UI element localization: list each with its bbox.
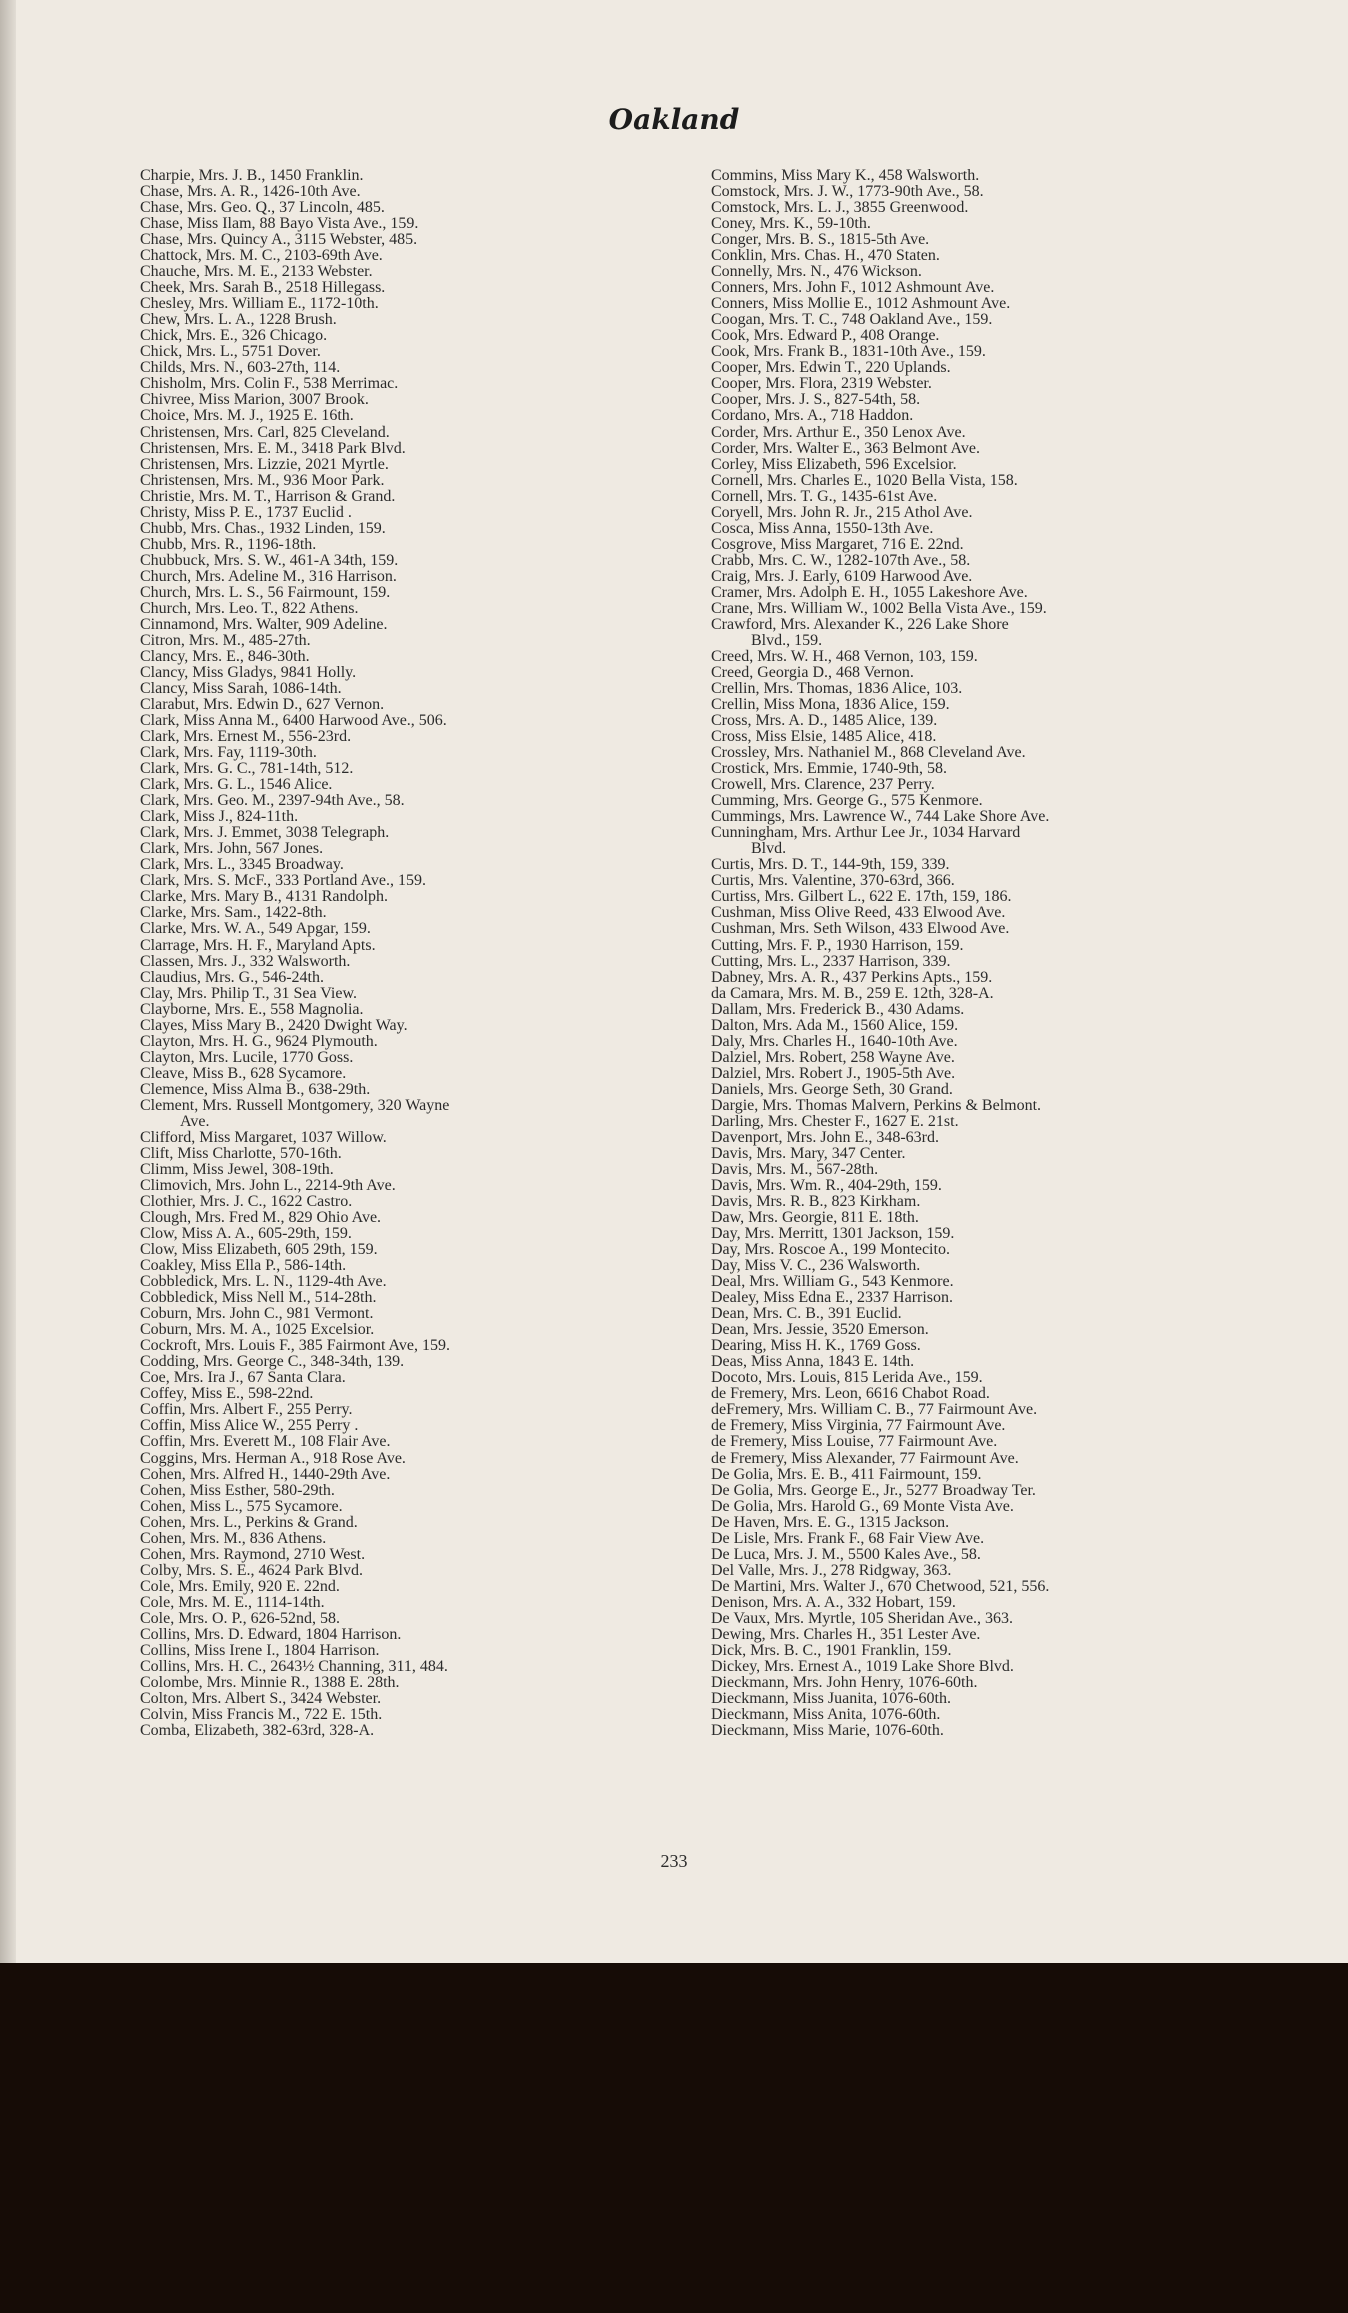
- directory-entry: Clark, Mrs. G. C., 781-14th, 512.: [140, 760, 354, 778]
- directory-entry: Cross, Miss Elsie, 1485 Alice, 418.: [711, 728, 937, 746]
- directory-entry: Codding, Mrs. George C., 348-34th, 139.: [140, 1353, 405, 1371]
- directory-entry: Crossley, Mrs. Nathaniel M., 868 Cleveland Ave.: [711, 744, 1026, 762]
- directory-entry: deFremery, Mrs. William C. B., 77 Fairmount Ave.: [711, 1401, 1038, 1419]
- directory-entry: Clement, Mrs. Russell Montgomery, 320 Wayne: [140, 1096, 450, 1114]
- directory-entry: Cohen, Mrs. L., Perkins & Grand.: [140, 1513, 358, 1531]
- directory-entry: Cohen, Mrs. Alfred H., 1440-29th Ave.: [140, 1465, 391, 1483]
- directory-entry: Collins, Mrs. H. C., 2643½ Channing, 311, 484.: [140, 1657, 448, 1675]
- directory-entry: Crowell, Mrs. Clarence, 237 Perry.: [711, 776, 935, 794]
- directory-entry: De Martini, Mrs. Walter J., 670 Chetwood, 521, 556.: [711, 1577, 1050, 1595]
- directory-entry: Clark, Mrs. L., 3345 Broadway.: [140, 856, 344, 874]
- directory-entry: Dalziel, Mrs. Robert, 258 Wayne Ave.: [711, 1048, 955, 1066]
- directory-entry: Christy, Miss P. E., 1737 Euclid .: [140, 503, 352, 521]
- directory-entry: Clancy, Miss Sarah, 1086-14th.: [140, 680, 342, 697]
- directory-entry: Dean, Mrs. Jessie, 3520 Emerson.: [711, 1321, 929, 1339]
- directory-entry: Day, Miss V. C., 236 Walsworth.: [711, 1257, 921, 1275]
- directory-entry: Docoto, Mrs. Louis, 815 Lerida Ave., 159.: [711, 1369, 983, 1387]
- directory-entry: Dewing, Mrs. Charles H., 351 Lester Ave.: [711, 1625, 981, 1643]
- right-column: [711, 168, 1348, 1739]
- directory-entry: Cordano, Mrs. A., 718 Haddon.: [711, 407, 914, 425]
- directory-entry: Coggins, Mrs. Herman A., 918 Rose Ave.: [140, 1449, 406, 1467]
- directory-entry: Cohen, Mrs. Raymond, 2710 West.: [140, 1545, 366, 1563]
- page-number: 233: [660, 1851, 688, 1871]
- directory-entry: Chase, Mrs. Quincy A., 3115 Webster, 485.: [140, 231, 418, 249]
- directory-entry: Cummings, Mrs. Lawrence W., 744 Lake Shore Ave.: [711, 808, 1050, 826]
- directory-entry: Chase, Mrs. Geo. Q., 37 Lincoln, 485.: [140, 199, 385, 217]
- directory-entry: Cutting, Mrs. L., 2337 Harrison, 339.: [711, 952, 951, 970]
- directory-entry: Corder, Mrs. Arthur E., 350 Lenox Ave.: [711, 423, 966, 441]
- directory-entry: De Golia, Mrs. E. B., 411 Fairmount, 159.: [711, 1465, 982, 1483]
- directory-entry: Christensen, Mrs. M., 936 Moor Park.: [140, 471, 385, 489]
- directory-entry: Christie, Mrs. M. T., Harrison & Grand.: [140, 487, 396, 505]
- directory-entry: Church, Mrs. Leo. T., 822 Athens.: [140, 599, 359, 617]
- directory-entry: de Fremery, Mrs. Leon, 6616 Chabot Road.: [711, 1385, 990, 1403]
- directory-entry: Chick, Mrs. E., 326 Chicago.: [140, 327, 328, 345]
- directory-entry: Creed, Georgia D., 468 Vernon.: [711, 663, 914, 681]
- directory-entry: Clow, Miss Elizabeth, 605 29th, 159.: [140, 1241, 378, 1259]
- directory-entry: Dean, Mrs. C. B., 391 Euclid.: [711, 1305, 902, 1323]
- directory-entry: De Luca, Mrs. J. M., 5500 Kales Ave., 58.: [711, 1545, 981, 1563]
- directory-entry: Coburn, Mrs. M. A., 1025 Excelsior.: [140, 1321, 375, 1339]
- directory-entry: Dalziel, Mrs. Robert J., 1905-5th Ave.: [711, 1064, 956, 1082]
- directory-entry: Clark, Mrs. Geo. M., 2397-94th Ave., 58.: [140, 792, 405, 810]
- directory-entry: Cinnamond, Mrs. Walter, 909 Adeline.: [140, 615, 388, 633]
- directory-entry: Clayes, Miss Mary B., 2420 Dwight Way.: [140, 1016, 408, 1034]
- directory-entry: Charpie, Mrs. J. B., 1450 Franklin.: [140, 167, 364, 184]
- directory-entry: Del Valle, Mrs. J., 278 Ridgway, 363.: [711, 1561, 952, 1579]
- directory-entry: Dalton, Mrs. Ada M., 1560 Alice, 159.: [711, 1016, 959, 1034]
- directory-entry: Chase, Miss Ilam, 88 Bayo Vista Ave., 159.: [140, 215, 419, 233]
- directory-entry: Coe, Mrs. Ira J., 67 Santa Clara.: [140, 1369, 346, 1387]
- directory-entry: Curtis, Mrs. Valentine, 370-63rd, 366.: [711, 872, 955, 890]
- directory-entry: Cornell, Mrs. T. G., 1435-61st Ave.: [711, 487, 938, 505]
- directory-entry: Coburn, Mrs. John C., 981 Vermont.: [140, 1305, 374, 1323]
- directory-entry: Clarke, Mrs. Mary B., 4131 Randolph.: [140, 888, 388, 906]
- directory-entry: Day, Mrs. Merritt, 1301 Jackson, 159.: [711, 1225, 955, 1243]
- directory-entry: De Lisle, Mrs. Frank F., 68 Fair View Ave.: [711, 1529, 985, 1547]
- directory-entry: Colvin, Miss Francis M., 722 E. 15th.: [140, 1706, 383, 1723]
- directory-entry: Dieckmann, Miss Marie, 1076-60th.: [711, 1722, 944, 1740]
- directory-entry: De Golia, Mrs. Harold G., 69 Monte Vista Ave.: [711, 1497, 1014, 1515]
- directory-entry: Cooper, Mrs. Edwin T., 220 Uplands.: [711, 359, 951, 377]
- directory-entry: Dallam, Mrs. Frederick B., 430 Adams.: [711, 1000, 965, 1018]
- directory-entry: Coogan, Mrs. T. C., 748 Oakland Ave., 159.: [711, 311, 993, 329]
- directory-entry: Chubbuck, Mrs. S. W., 461-A 34th, 159.: [140, 551, 399, 569]
- directory-entry: Cole, Mrs. M. E., 1114-14th.: [140, 1593, 325, 1611]
- directory-entry: Daw, Mrs. Georgie, 811 E. 18th.: [711, 1209, 919, 1227]
- directory-entry: Chauche, Mrs. M. E., 2133 Webster.: [140, 263, 373, 281]
- directory-entry: Davis, Mrs. Mary, 347 Center.: [711, 1144, 906, 1162]
- directory-entry: Curtis, Mrs. D. T., 144-9th, 159, 339.: [711, 856, 950, 874]
- directory-entry: Cohen, Mrs. M., 836 Athens.: [140, 1529, 327, 1547]
- directory-entry: Crostick, Mrs. Emmie, 1740-9th, 58.: [711, 760, 947, 778]
- directory-entry: Comba, Elizabeth, 382-63rd, 328-A.: [140, 1722, 375, 1740]
- directory-entry: Davis, Mrs. M., 567-28th.: [711, 1160, 879, 1178]
- directory-entry: Coryell, Mrs. John R. Jr., 215 Athol Ave.: [711, 503, 973, 521]
- directory-entry: Cosgrove, Miss Margaret, 716 E. 22nd.: [711, 535, 964, 553]
- directory-entry: Coakley, Miss Ella P., 586-14th.: [140, 1257, 347, 1275]
- directory-entry: Clark, Mrs. S. McF., 333 Portland Ave., 159.: [140, 872, 426, 890]
- directory-entry: Connelly, Mrs. N., 476 Wickson.: [711, 263, 922, 281]
- directory-entry: Clark, Mrs. J. Emmet, 3038 Telegraph.: [140, 824, 390, 842]
- directory-entry: Dieckmann, Miss Anita, 1076-60th.: [711, 1706, 941, 1723]
- directory-entry: Coney, Mrs. K., 59-10th.: [711, 215, 871, 233]
- directory-entry: Coffin, Mrs. Everett M., 108 Flair Ave.: [140, 1433, 391, 1451]
- directory-entry: Clark, Mrs. Fay, 1119-30th.: [140, 744, 317, 762]
- directory-entry: Cunningham, Mrs. Arthur Lee Jr., 1034 Harvard: [711, 824, 1021, 842]
- directory-entry: Cross, Mrs. A. D., 1485 Alice, 139.: [711, 712, 938, 730]
- directory-entry: Crabb, Mrs. C. W., 1282-107th Ave., 58.: [711, 551, 971, 569]
- directory-entry: Cole, Mrs. Emily, 920 E. 22nd.: [140, 1577, 340, 1595]
- directory-entry: Chubb, Mrs. Chas., 1932 Linden, 159.: [140, 519, 386, 537]
- page-title: Oakland: [608, 103, 740, 136]
- directory-entry: Deas, Miss Anna, 1843 E. 14th.: [711, 1353, 915, 1371]
- directory-entry: Cushman, Mrs. Seth Wilson, 433 Elwood Ave.: [711, 920, 1010, 938]
- directory-entry: Corder, Mrs. Walter E., 363 Belmont Ave.: [711, 439, 980, 457]
- directory-entry: Coffin, Miss Alice W., 255 Perry .: [140, 1417, 359, 1435]
- directory-entry: Cockroft, Mrs. Louis F., 385 Fairmont Ave, 159.: [140, 1337, 450, 1355]
- directory-entry: Clark, Miss J., 824-11th.: [140, 808, 299, 826]
- directory-entry: De Golia, Mrs. George E., Jr., 5277 Broadway Ter.: [711, 1481, 1036, 1499]
- directory-entry: de Fremery, Miss Virginia, 77 Fairmount Ave.: [711, 1417, 1006, 1435]
- directory-entry: Dieckmann, Mrs. John Henry, 1076-60th.: [711, 1673, 978, 1691]
- directory-entry: Clifford, Miss Margaret, 1037 Willow.: [140, 1128, 387, 1146]
- directory-entry: Colton, Mrs. Albert S., 3424 Webster.: [140, 1689, 382, 1707]
- directory-entry: Chick, Mrs. L., 5751 Dover.: [140, 343, 321, 361]
- directory-entry: Crane, Mrs. William W., 1002 Bella Vista Ave., 159.: [711, 599, 1047, 617]
- directory-entry: Cook, Mrs. Frank B., 1831-10th Ave., 159.: [711, 343, 986, 361]
- directory-entry: Crellin, Mrs. Thomas, 1836 Alice, 103.: [711, 680, 963, 697]
- directory-entry: Childs, Mrs. N., 603-27th, 114.: [140, 359, 341, 377]
- directory-entry: Clow, Miss A. A., 605-29th, 159.: [140, 1225, 352, 1243]
- directory-entry: Commins, Miss Mary K., 458 Walsworth.: [711, 167, 980, 184]
- binding-gutter: [0, 0, 16, 1963]
- directory-entry: Dearing, Miss H. K., 1769 Goss.: [711, 1337, 921, 1355]
- directory-entry: Chase, Mrs. A. R., 1426-10th Ave.: [140, 183, 361, 201]
- directory-entry: Darling, Mrs. Chester F., 1627 E. 21st.: [711, 1112, 959, 1130]
- directory-entry: Davenport, Mrs. John E., 348-63rd.: [711, 1128, 939, 1146]
- directory-entry: Cramer, Mrs. Adolph E. H., 1055 Lakeshore Ave.: [711, 583, 1028, 601]
- directory-entry: Crellin, Miss Mona, 1836 Alice, 159.: [711, 696, 950, 714]
- directory-entry: Cleave, Miss B., 628 Sycamore.: [140, 1064, 347, 1082]
- directory-entry: Davis, Mrs. R. B., 823 Kirkham.: [711, 1193, 921, 1210]
- directory-entry: Christensen, Mrs. Carl, 825 Cleveland.: [140, 423, 390, 441]
- directory-entry: Clark, Mrs. John, 567 Jones.: [140, 840, 324, 858]
- directory-entry: Comstock, Mrs. L. J., 3855 Greenwood.: [711, 199, 969, 217]
- directory-entry: Cumming, Mrs. George G., 575 Kenmore.: [711, 792, 983, 810]
- directory-entry: Conger, Mrs. B. S., 1815-5th Ave.: [711, 231, 930, 249]
- directory-entry: Dabney, Mrs. A. R., 437 Perkins Apts., 159.: [711, 968, 993, 986]
- directory-entry: Corley, Miss Elizabeth, 596 Excelsior.: [711, 455, 957, 473]
- directory-entry: Climovich, Mrs. John L., 2214-9th Ave.: [140, 1176, 396, 1194]
- directory-entry: Curtiss, Mrs. Gilbert L., 622 E. 17th, 159, 186.: [711, 888, 1012, 906]
- directory-entry: Davis, Mrs. Wm. R., 404-29th, 159.: [711, 1176, 942, 1194]
- directory-entry: Christensen, Mrs. Lizzie, 2021 Myrtle.: [140, 455, 389, 473]
- directory-entry: Chesley, Mrs. William E., 1172-10th.: [140, 295, 379, 313]
- directory-entry: Conners, Miss Mollie E., 1012 Ashmount Ave.: [711, 295, 1011, 313]
- directory-entry: Dickey, Mrs. Ernest A., 1019 Lake Shore Blvd.: [711, 1657, 1014, 1675]
- directory-entry: Cutting, Mrs. F. P., 1930 Harrison, 159.: [711, 936, 964, 954]
- directory-entry: Daly, Mrs. Charles H., 1640-10th Ave.: [711, 1032, 958, 1050]
- directory-entry: Chisholm, Mrs. Colin F., 538 Merrimac.: [140, 375, 399, 393]
- directory-entry: Clarke, Mrs. Sam., 1422-8th.: [140, 904, 327, 922]
- directory-entry: Dieckmann, Miss Juanita, 1076-60th.: [711, 1689, 951, 1707]
- directory-entry: Clothier, Mrs. J. C., 1622 Castro.: [140, 1193, 353, 1210]
- directory-entry: de Fremery, Miss Louise, 77 Fairmount Ave.: [711, 1433, 998, 1451]
- directory-entry: Denison, Mrs. A. A., 332 Hobart, 159.: [711, 1593, 956, 1611]
- directory-entry: Colby, Mrs. S. E., 4624 Park Blvd.: [140, 1561, 363, 1579]
- directory-entry: Chubb, Mrs. R., 1196-18th.: [140, 535, 317, 553]
- directory-entry: Cooper, Mrs. J. S., 827-54th, 58.: [711, 391, 921, 409]
- directory-entry: Coffey, Miss E., 598-22nd.: [140, 1385, 314, 1403]
- directory-entry: Deal, Mrs. William G., 543 Kenmore.: [711, 1273, 954, 1291]
- directory-entry: Cushman, Miss Olive Reed, 433 Elwood Ave.: [711, 904, 1006, 922]
- directory-entry: Day, Mrs. Roscoe A., 199 Montecito.: [711, 1241, 950, 1259]
- directory-entry: Clift, Miss Charlotte, 570-16th.: [140, 1144, 342, 1162]
- directory-entry: Conklin, Mrs. Chas. H., 470 Staten.: [711, 247, 940, 265]
- directory-entry: Classen, Mrs. J., 332 Walsworth.: [140, 952, 351, 970]
- directory-entry: Citron, Mrs. M., 485-27th.: [140, 631, 311, 649]
- directory-entry: da Camara, Mrs. M. B., 259 E. 12th, 328-A.: [711, 984, 994, 1002]
- directory-entry: Clark, Miss Anna M., 6400 Harwood Ave., 506.: [140, 712, 447, 730]
- directory-entry: Clark, Mrs. G. L., 1546 Alice.: [140, 776, 333, 794]
- directory-entry: Clayborne, Mrs. E., 558 Magnolia.: [140, 1000, 364, 1018]
- directory-entry: De Haven, Mrs. E. G., 1315 Jackson.: [711, 1513, 950, 1531]
- directory-entry: Crawford, Mrs. Alexander K., 226 Lake Shore: [711, 615, 1009, 633]
- directory-entry: Claudius, Mrs. G., 546-24th.: [140, 968, 324, 986]
- directory-entry: Clarabut, Mrs. Edwin D., 627 Vernon.: [140, 696, 385, 714]
- directory-entry: Clark, Mrs. Ernest M., 556-23rd.: [140, 728, 352, 746]
- directory-entry: de Fremery, Miss Alexander, 77 Fairmount Ave.: [711, 1449, 1019, 1467]
- directory-entry: Creed, Mrs. W. H., 468 Vernon, 103, 159.: [711, 647, 978, 665]
- directory-entry: Chew, Mrs. L. A., 1228 Brush.: [140, 311, 337, 329]
- directory-entry: Clayton, Mrs. H. G., 9624 Plymouth.: [140, 1032, 378, 1050]
- directory-entry: Chivree, Miss Marion, 3007 Brook.: [140, 391, 369, 409]
- directory-entry: Clarke, Mrs. W. A., 549 Apgar, 159.: [140, 920, 371, 938]
- directory-entry: Cohen, Miss L., 575 Sycamore.: [140, 1497, 343, 1515]
- scan-background: [0, 1963, 1348, 2313]
- directory-entry: Cole, Mrs. O. P., 626-52nd, 58.: [140, 1609, 341, 1627]
- directory-entry: Cook, Mrs. Edward P., 408 Orange.: [711, 327, 940, 345]
- directory-entry: Clough, Mrs. Fred M., 829 Ohio Ave.: [140, 1209, 382, 1227]
- directory-entry: Cobbledick, Miss Nell M., 514-28th.: [140, 1289, 377, 1307]
- directory-entry: Conners, Mrs. John F., 1012 Ashmount Ave.: [711, 279, 995, 297]
- directory-entry: Cornell, Mrs. Charles E., 1020 Bella Vista, 158.: [711, 471, 1018, 489]
- directory-entry: Cosca, Miss Anna, 1550-13th Ave.: [711, 519, 934, 537]
- directory-entry: Christensen, Mrs. E. M., 3418 Park Blvd.: [140, 439, 406, 457]
- left-column: [140, 168, 780, 1739]
- directory-entry: Clayton, Mrs. Lucile, 1770 Goss.: [140, 1048, 354, 1066]
- directory-entry: Cooper, Mrs. Flora, 2319 Webster.: [711, 375, 932, 393]
- directory-entry: Collins, Miss Irene I., 1804 Harrison.: [140, 1641, 380, 1659]
- directory-entry: Blvd.: [751, 840, 787, 858]
- directory-entry: Dargie, Mrs. Thomas Malvern, Perkins & Belmont.: [711, 1096, 1042, 1114]
- directory-entry: Daniels, Mrs. George Seth, 30 Grand.: [711, 1080, 953, 1098]
- directory-entry: Cobbledick, Mrs. L. N., 1129-4th Ave.: [140, 1273, 387, 1291]
- directory-entry: Cheek, Mrs. Sarah B., 2518 Hillegass.: [140, 279, 386, 297]
- directory-entry: Church, Mrs. L. S., 56 Fairmount, 159.: [140, 583, 391, 601]
- directory-entry: Chattock, Mrs. M. C., 2103-69th Ave.: [140, 247, 383, 265]
- directory-entry: Collins, Mrs. D. Edward, 1804 Harrison.: [140, 1625, 402, 1643]
- directory-entry: Dealey, Miss Edna E., 2337 Harrison.: [711, 1289, 954, 1307]
- directory-entry: Choice, Mrs. M. J., 1925 E. 16th.: [140, 407, 354, 425]
- directory-entry: Clay, Mrs. Philip T., 31 Sea View.: [140, 984, 357, 1002]
- directory-entry: Blvd., 159.: [751, 631, 823, 649]
- directory-entry: Colombe, Mrs. Minnie R., 1388 E. 28th.: [140, 1673, 400, 1691]
- directory-entry: Dick, Mrs. B. C., 1901 Franklin, 159.: [711, 1641, 952, 1659]
- directory-entry: Church, Mrs. Adeline M., 316 Harrison.: [140, 567, 397, 585]
- directory-entry: Clancy, Miss Gladys, 9841 Holly.: [140, 663, 357, 681]
- directory-entry: Coffin, Mrs. Albert F., 255 Perry.: [140, 1401, 353, 1419]
- directory-entry: Climm, Miss Jewel, 308-19th.: [140, 1160, 334, 1178]
- directory-entry: Cohen, Miss Esther, 580-29th.: [140, 1481, 335, 1499]
- directory-entry: Ave.: [180, 1112, 210, 1130]
- directory-entry: De Vaux, Mrs. Myrtle, 105 Sheridan Ave., 363.: [711, 1609, 1014, 1627]
- directory-entry: Clarrage, Mrs. H. F., Maryland Apts.: [140, 936, 376, 954]
- directory-entry: Clancy, Mrs. E., 846-30th.: [140, 647, 310, 665]
- directory-entry: Comstock, Mrs. J. W., 1773-90th Ave., 58.: [711, 183, 984, 201]
- directory-entry: Clemence, Miss Alma B., 638-29th.: [140, 1080, 371, 1098]
- directory-entry: Craig, Mrs. J. Early, 6109 Harwood Ave.: [711, 567, 973, 585]
